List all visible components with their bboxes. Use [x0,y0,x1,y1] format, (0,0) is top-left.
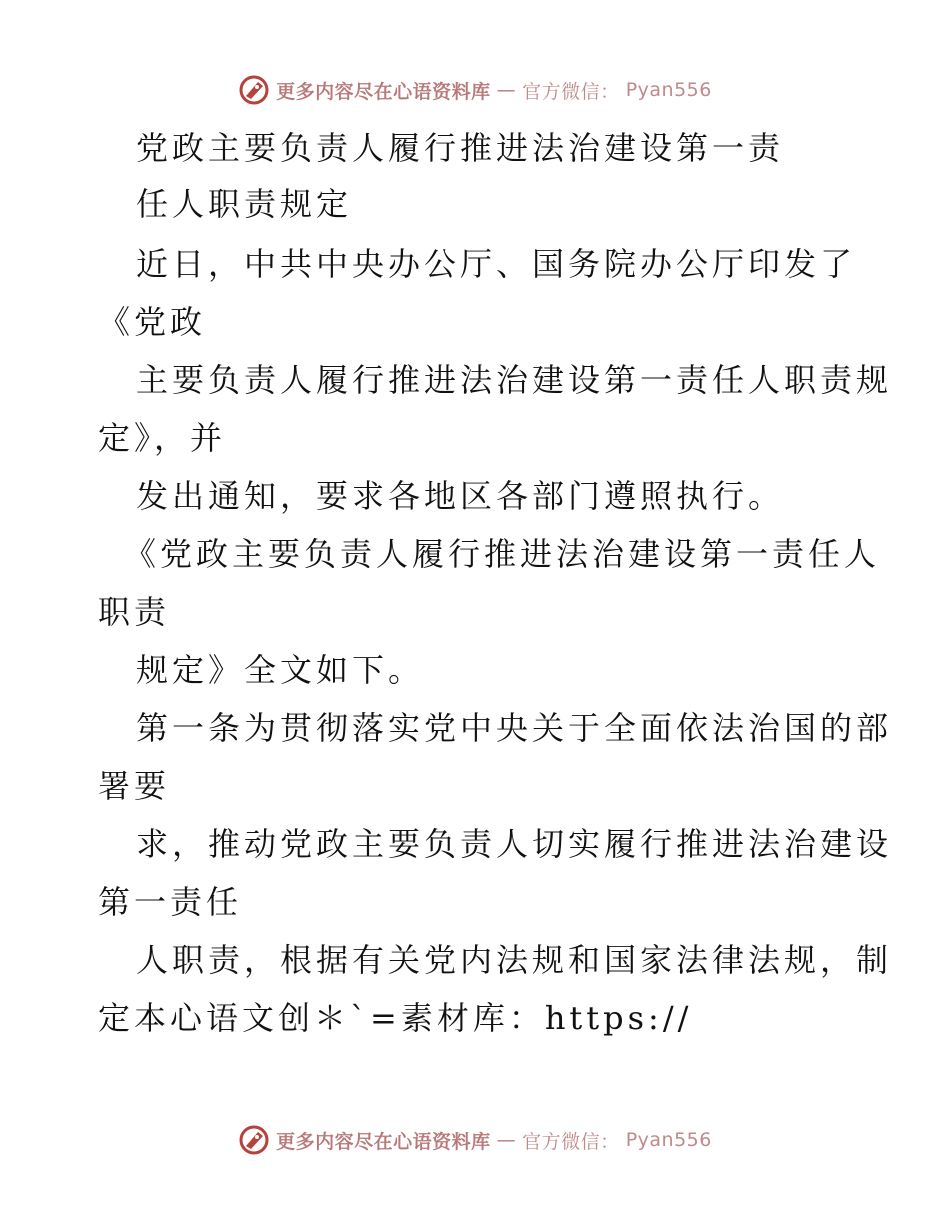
doc-line: 主要负责人履行推进法治建设第一责任人职责规 [136,361,893,399]
watermark-brand: 更多内容尽在心语资料库 [276,1130,491,1153]
doc-line: 求，推动党政主要负责人切实履行推进法治建设 [136,825,893,863]
doc-title-line-2: 任人职责规定 [136,185,353,223]
doc-line: 职责 [98,593,171,631]
doc-line: 近日，中共中央办公厅、国务院办公厅印发了 [136,245,857,283]
watermark-separator: — [496,79,517,101]
watermark-wechat-id: Pyan556 [625,1129,712,1151]
doc-line: 《党政主要负责人履行推进法治建设第一责任人 [124,535,881,573]
pen-nib-logo-icon [238,74,270,106]
doc-line: 人职责，根据有关党内法规和国家法律法规，制 [136,941,893,979]
doc-line: 定本心语文创＊`=素材库：https:// [98,999,693,1037]
doc-line: 署要 [98,767,171,805]
watermark-wechat-label: 官方微信： [522,80,620,103]
watermark-separator: — [496,1129,517,1151]
footer-watermark [0,1124,950,1156]
doc-title-line-1: 党政主要负责人履行推进法治建设第一责 [136,129,785,167]
doc-line: 发出通知，要求各地区各部门遵照执行。 [136,477,785,515]
header-watermark [0,74,950,106]
watermark-wechat-label: 官方微信： [522,1130,620,1153]
doc-line: 第一条为贯彻落实党中央关于全面依法治国的部 [136,709,893,747]
doc-line: 规定》全文如下。 [136,651,425,689]
doc-line: 第一责任 [98,883,243,921]
doc-line: 定》，并 [98,419,227,457]
pen-nib-logo-icon [238,1124,270,1156]
doc-line: 《党政 [98,303,207,341]
watermark-brand: 更多内容尽在心语资料库 [276,80,491,103]
watermark-wechat-id: Pyan556 [625,79,712,101]
